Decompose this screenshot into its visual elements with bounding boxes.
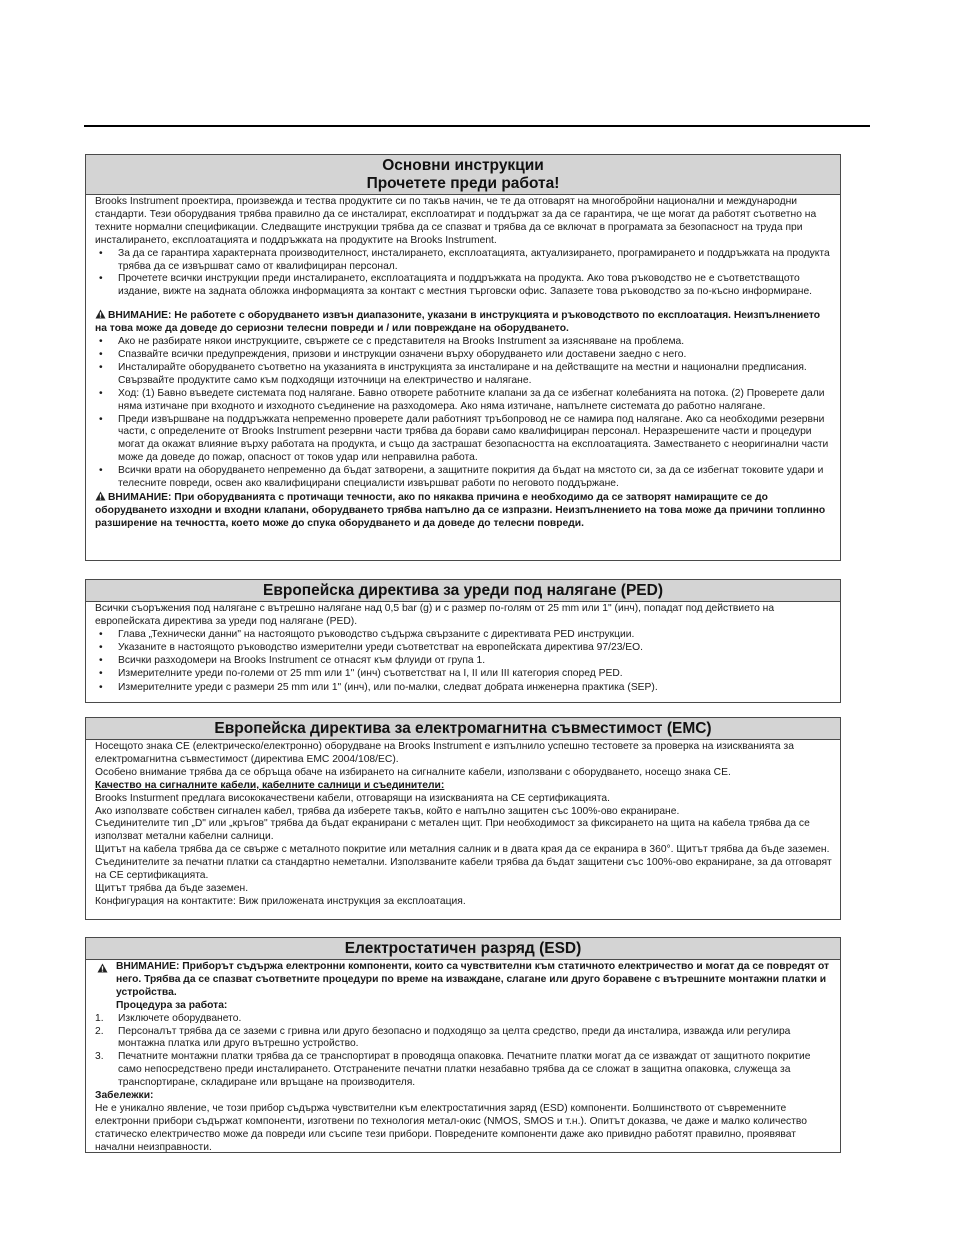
warning-text: ВНИМАНИЕ: При оборудванията с протичащи течности, ако по някаква причина е необходимо да се затворят намиращите се до оборудването изходни и входни клапани, оборудването трябва напълно да се изпразни. Неизпълнението на това може да причини топлинно разширение на течността, което може до спука оборудването и да доведе до телесни повреди.	[95, 491, 826, 529]
emc-directive-header	[86, 718, 840, 740]
esd-title: Електростатичен разряд (ESD)	[344, 940, 582, 957]
step-number: 1.	[95, 1012, 104, 1024]
intro-paragraph: Brooks Instrument проектира, произвежда и тества продуктите си по такъв начин, че те да отговарят на многобройни национални и международни стандарти. Тези оборудвания трябва правилно да се инсталират, експлоатират и поддържат за да се гарантира, че ще могат да работят съответно на техните нормални спецификации. Следващите инструкции трябва да се спазват и трябва да се включат в програмата за безопасност на труда при инсталирането, експлоатацията и поддръжката на продуктите на Brooks Instrument.	[95, 196, 817, 246]
bullet-item: • Указаните в настоящото ръководство измерителни уреди съответстват на европейската директива 97/23/ЕО.	[95, 642, 832, 655]
bullet-item: • Ако не разбирате някои инструкциите, свържете се с представителя на Brooks Instrument за изясняване на проблема.	[95, 336, 832, 349]
warning-text: ВНИМАНИЕ: Приборът съдържа електронни компоненти, които са чувствителни към статичното електричество и могат да се повредят от него. Трябва да се спазват съответните процедури по време на изваждане, слагане или друго боравене с вътрешните монтажни платки и устройства.	[116, 961, 830, 998]
text-line: Щитът на кабела трябва да се свърже с металното покритие или металния салник и в двата края да се екранира в 360°. Щитът трябва да бъде заземен.	[95, 844, 830, 856]
step-text: Персоналът трябва да се заземи с гривна или друго безопасно и подходящо за целта средство, преди да инсталира, изважда или регулира монтажна платка или друго вътрешно устройство.	[118, 1025, 791, 1050]
text-paragraph: Носещото знака CE (електрическо/електронно) оборудване на Brooks Instrument е изпълнило успешно тестовете за проверка на изискванията за електромагнитна съвместимост (директива EMC 2004/108/EC).	[95, 741, 794, 765]
intro-paragraph: Всички съоръжения под налягане с вътрешно налягане над 0,5 bar (g) и с размер по-голям от 25 mm или 1" (инч), попадат под действието на европейската директива за уреди под налягане (PED).	[95, 603, 775, 627]
emc-directive-box	[85, 717, 841, 920]
warning-text: ВНИМАНИЕ: Не работете с оборудването извън диапазоните, указани в инструкцията и ръководството по експлоатация. Неизпълнението на това може да доведе до сериозни телесни повреди и / или повреждане на оборудването.	[95, 310, 821, 335]
esd-warning	[95, 961, 832, 1013]
bullet-item: • Всички врати на оборудването непременно да бъдат затворени, а защитните покрития да бъдат на мястото си, за да се избегнат токовите удари и телесните повреди, освен ако квалифицирани специалисти извършват работи по неговото поддържане.	[95, 465, 832, 491]
ped-directive-header	[86, 580, 840, 602]
basic-instructions-body	[86, 195, 840, 533]
bullet-item: • Измерителните уреди с размери 25 mm или 1" (инч), или по-малки, следват добрата инженерна практика (SEP).	[95, 682, 832, 695]
ped-directive-body	[86, 602, 840, 697]
emc-directive-title: Европейска директива за електромагнитна съвместимост (EMC)	[214, 720, 712, 737]
text-line: Brooks Insturment предлага висококачествени кабели, отговарящи на изискванията на CE сертификацията.	[95, 792, 610, 804]
procedure-step	[95, 1013, 832, 1026]
basic-instructions-box	[85, 154, 841, 561]
procedure-step	[95, 1051, 832, 1090]
bullet-item: • За да се гарантира характерната производителност, инсталирането, експлоатацията, актуализирането, програмирането и поддръжката на продукта трябва да се извършват само от квалифициран персонал.	[95, 248, 832, 274]
esd-box	[85, 937, 841, 1153]
esd-body	[86, 960, 840, 1157]
notes-paragraph: Не е уникално явление, че този прибор съдържа чувствителни към електростатичния заряд (ESD) компоненти. Болшинството от съвременните електронни прибори съдържат компоненти, изготвени по технология метал-окис (NMOS, SMOS и т.н.). Опитът доказва, че даже и малко количество статическо електричество може да повреди или съсипе тези прибори. Повредените компоненти даже ако привидно работят правилно, проявяват начални неизправности.	[95, 1102, 807, 1153]
ped-directive-title: Европейска директива за уреди под налягане (PED)	[262, 582, 663, 599]
cable-quality-subheading: Качество на сигналните кабели, кабелните салници и съединители:	[95, 779, 445, 791]
text-line: Конфигурация на контактите: Виж приложената инструкция за експлоатация.	[95, 895, 466, 907]
bullet-item: • Измерителните уреди по-големи от 25 mm или 1" (инч) съответстват на I, II или III категория според PED.	[95, 668, 832, 681]
emc-directive-body	[86, 740, 840, 911]
warning-paragraph	[95, 309, 832, 336]
basic-instructions-header	[86, 155, 840, 195]
bullet-item: • Ход: (1) Бавно въведете системата под налягане. Бавно отворете работните клапани за да се избегнат колебанията на потока. (2) Проверете дали няма изтичане при входното и изходното съединение на разходомера. Ако няма изтичане, напълнете системата до работно налягане.	[95, 388, 832, 414]
step-text: Печатните монтажни платки трябва да се транспортират в проводяща опаковка. Печатните платки могат да се изваждат от защитното покритие само непосредствено преди инсталирането. Отстранените печатни платки незабавно трябва да се сложат в защитна опаковка, служеща за транспортиране, складиране или връщане на производителя.	[118, 1051, 811, 1089]
text-line: Ако използвате собствен сигнален кабел, трябва да изберете такъв, който е напълно защитен със 100%-ово екраниране.	[95, 805, 680, 817]
bullet-item: • Преди извършване на поддръжката непременно проверете дали работният тръбопровод не се намира под налягане. Ако са необходими резервни части, с определените от Brooks Instrument резервни части трябва да борави само квалифициран персонал. Неразрешените части и процедури могат да окажат влияние върху работата на продукта, и също да застрашат безопасността на експлоатацията. Заместването с неоригинални части може да доведе до пожар, опасност от токов удар или неправилна работа.	[95, 414, 832, 466]
notes-heading: Забележки:	[95, 1090, 154, 1102]
warning-triangle-icon	[95, 309, 106, 319]
basic-instructions-title: Основни инструкции	[382, 157, 544, 174]
step-number: 2.	[95, 1025, 104, 1037]
procedure-heading: Процедура за работа:	[116, 999, 228, 1011]
bullet-item: • Глава „Технически данни" на настоящото ръководство съдържа свързаните с директивата PED инструкции.	[95, 629, 832, 642]
bullet-item: • Прочетете всички инструкции преди инсталирането, експлоатацията и поддръжката на продукта. Ако това ръководство не е съответстващото издание, вижте на задната обложка информацията за контакт с местния търговски офис. Запазете това ръководство за по-късно информиране.	[95, 273, 832, 299]
esd-header	[86, 938, 840, 960]
bullet-item: • Всички разходомери на Brooks Instrument се отнасят към флуиди от група 1.	[95, 655, 832, 668]
text-line: Съединителите тип „D" или „кръгов" трябва да бъдат екранирани с метален щит. При необходимост за фиксирането на щита на кабела трябва да се използват метални кабелни салници.	[95, 818, 810, 843]
warning-triangle-icon	[95, 491, 106, 501]
read-before-work-title: Прочетете преди работа!	[366, 175, 560, 192]
text-paragraph: Особено внимание трябва да се обръща обаче на избирането на сигналните кабели, използвани с оборудването, носещо знака CE.	[95, 766, 731, 778]
procedure-step	[95, 1026, 832, 1052]
text-line: Съединителите за печатни платки са стандартно неметални. Използваните кабели трябва да бъдат защитени със 100%-ово екраниране, за да отговарят на CE сертификацията.	[95, 857, 832, 882]
top-rule	[84, 125, 870, 127]
warning-triangle-icon	[97, 963, 108, 973]
bullet-item: • Инсталирайте оборудването съответно на указанията в инструкцията за инсталиране и на действащите на местни и национални предписания. Свързвайте продуктите само към подходящи източници на електричество и налягане.	[95, 362, 832, 388]
text-line: Щитът трябва да бъде заземен.	[95, 882, 249, 894]
bullet-item: • Спазвайте всички предупреждения, призови и инструкции означени върху оборудването или доставени заедно с него.	[95, 349, 832, 362]
step-number: 3.	[95, 1051, 104, 1063]
step-text: Изключете оборудването.	[118, 1012, 242, 1024]
warning-paragraph	[95, 491, 832, 531]
ped-directive-box	[85, 579, 841, 703]
